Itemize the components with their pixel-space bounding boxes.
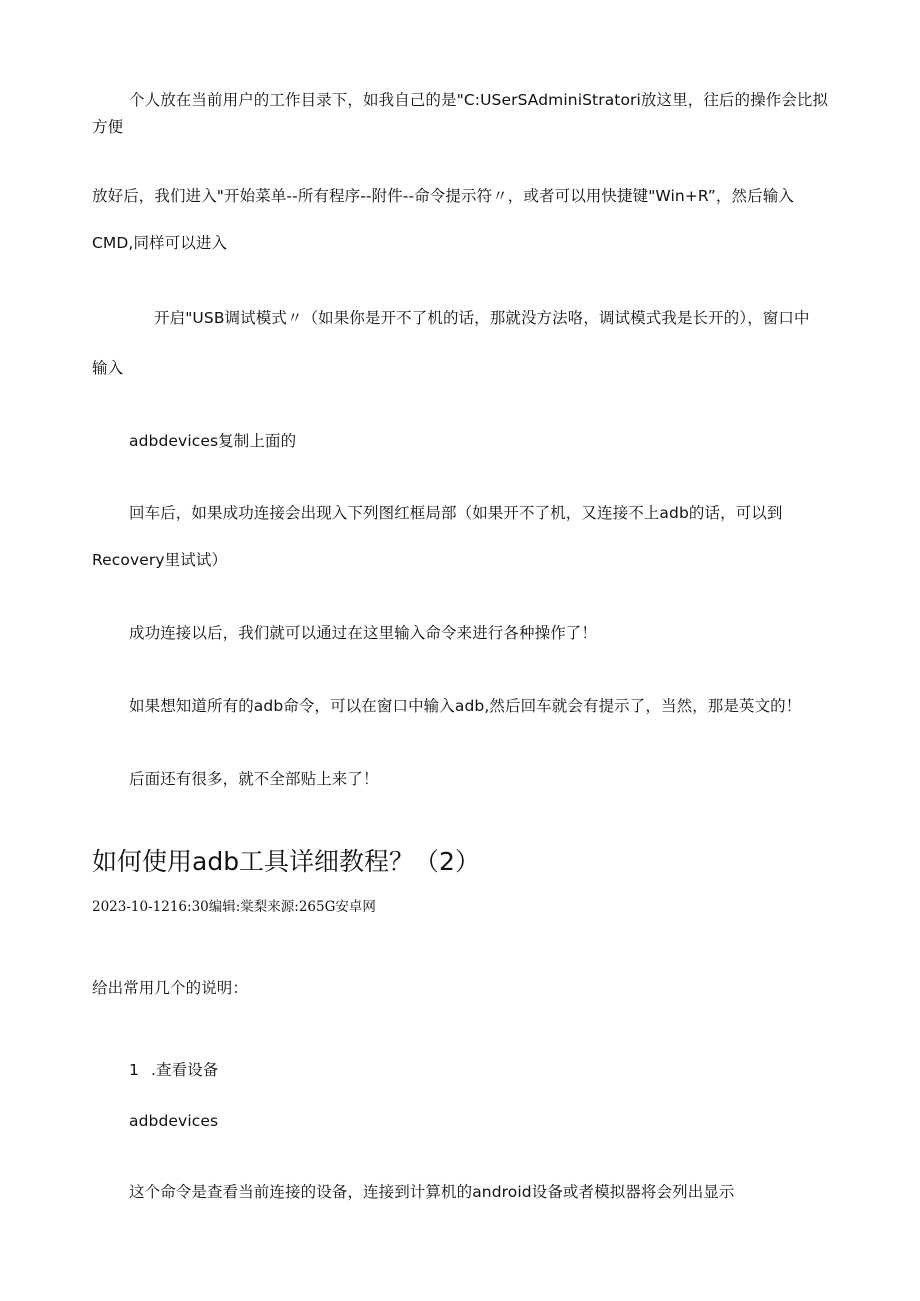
paragraph-7: 如果想知道所有的adb命令，可以在窗口中输入adb,然后回车就会有提示了，当然，那是英文的！	[129, 697, 802, 715]
paragraph-3-line-1: 开启"USB调试模式〃（如果你是开不了机的话，那就没方法咯，调试模式我是长开的），窗口中	[154, 309, 810, 327]
command-description: 这个命令是查看当前连接的设备，连接到计算机的android设备或者模拟器将会列出显示	[129, 1183, 735, 1201]
paragraph-2-line-2: CMD,同样可以进入	[92, 234, 228, 252]
article-title: 如何使用adb工具详细教程？（2）	[92, 847, 480, 876]
article-meta: 2023-10-1216:30编辑:棠梨来源:265G安卓网	[92, 899, 376, 915]
paragraph-5-line-2: Recovery里试试）	[92, 551, 228, 569]
paragraph-6: 成功连接以后，我们就可以通过在这里输入命令来进行各种操作了！	[129, 624, 598, 642]
paragraph-5-line-1: 回车后，如果成功连接会出现入下列图红框局部（如果开不了机，又连接不上adb的话，可以到	[129, 504, 783, 522]
paragraph-8: 后面还有很多，就不全部贴上来了！	[129, 770, 379, 788]
intro-text: 给出常用几个的说明：	[92, 979, 249, 997]
list-item-number: 1	[129, 1061, 139, 1079]
paragraph-4: adbdevices复制上面的	[129, 432, 297, 450]
paragraph-2-line-1: 放好后，我们进入"开始菜单--所有程序--附件--命令提示符〃，或者可以用快捷键"Win+R”，然后输入	[92, 187, 794, 205]
list-item	[129, 1060, 218, 1080]
paragraph-1-line-2: 方便	[92, 118, 124, 136]
list-item-title: .查看设备	[150, 1061, 219, 1079]
paragraph-3-line-2: 输入	[92, 359, 124, 377]
paragraph-1-line-1: 个人放在当前用户的工作目录下，如我自己的是"C:USerSAdminiStratori放这里，往后的操作会比拟	[129, 91, 829, 109]
command-text: adbdevices	[129, 1112, 219, 1130]
